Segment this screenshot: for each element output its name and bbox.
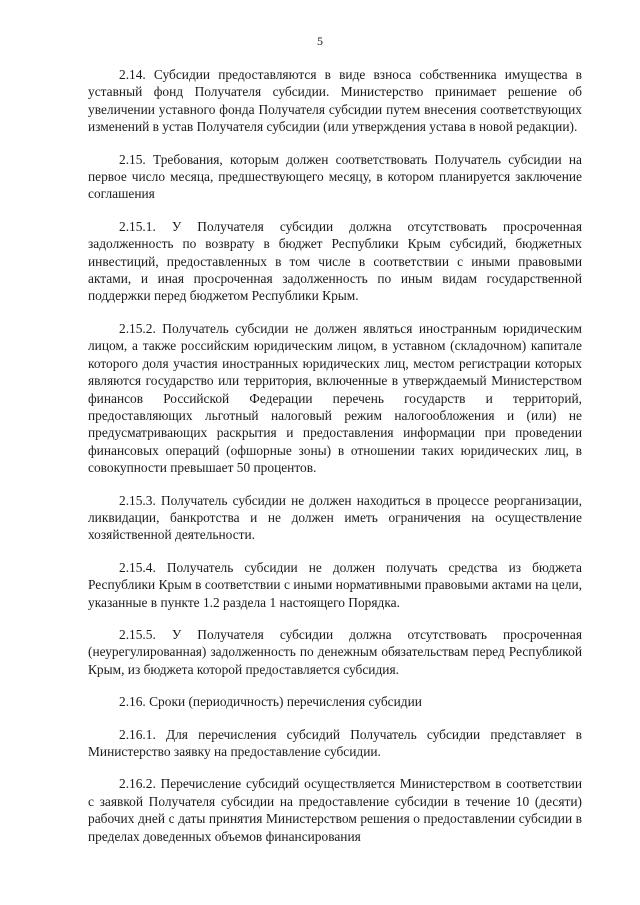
document-body [88, 66, 582, 860]
paragraph-2-16-1: 2.16.1. Для перечисления субсидий Получатель субсидии представляет в Министерство заявку на предоставление субсидии. [88, 726, 582, 759]
paragraph-2-16-2: 2.16.2. Перечисление субсидий осуществляется Министерством в соответствии с заявкой Получателя субсидии на предоставление субсидии в течение 10 (десяти) рабочих дней с даты принятия Министерством решения о предоставлении субсидии в пределах доведенных объемов финансирования [88, 776, 582, 844]
paragraph-2-15-1: 2.15.1. У Получателя субсидии должна отсутствовать просроченная задолженность по возврату в бюджет Республики Крым субсидий, бюджетных инвестиций, предоставленных в том числе в соответствии с иными правовыми актами, и иная просроченная задолженность по иным видам государственной поддержки перед бюджетом Республики Крым. [88, 218, 582, 304]
page-number: 5 [317, 34, 323, 48]
paragraph-2-16: 2.16. Сроки (периодичность) перечисления субсидии [119, 694, 422, 710]
paragraph-2-15: 2.15. Требования, которым должен соответствовать Получатель субсидии на первое число месяца, предшествующего месяцу, в котором планируется заключение соглашения [88, 151, 582, 202]
paragraph-2-15-3: 2.15.3. Получатель субсидии не должен находиться в процессе реорганизации, ликвидации, банкротства и не должен иметь ограничения на осуществление хозяйственной деятельности. [88, 492, 582, 543]
paragraph-2-15-5: 2.15.5. У Получателя субсидии должна отсутствовать просроченная (неурегулированная) задолженность по денежным обязательствам перед Республикой Крым, из бюджета которой предоставляется субсидия. [88, 626, 582, 677]
paragraph-2-15-4: 2.15.4. Получатель субсидии не должен получать средства из бюджета Республики Крым в соответствии с иными нормативными правовыми актами на цели, указанные в пункте 1.2 раздела 1 настоящего Порядка. [88, 559, 582, 610]
paragraph-2-14: 2.14. Субсидии предоставляются в виде взноса собственника имущества в уставный фонд Получателя субсидии. Министерство принимает решение об увеличении уставного фонда Получателя субсидии путем внесения соответствующих изменений в устав Получателя субсидии (или утверждения устава в новой редакции). [88, 67, 582, 135]
paragraph-2-15-2: 2.15.2. Получатель субсидии не должен являться иностранным юридическим лицом, а также российским юридическим лицом, в уставном (складочном) капитале которого доля участия иностранных юридических лиц, местом регистрации которых являются государство или территория, включенные в утверждаемый Министерством финансов Российской Федерации перечень государств и территорий, предоставляющих льготный налоговый режим налогообложения и (или) не предусматривающих раскрытия и предоставления информации при проведении финансовых операций (офшорные зоны) в отношении таких юридических лиц, в совокупности превышает 50 процентов. [88, 320, 582, 476]
